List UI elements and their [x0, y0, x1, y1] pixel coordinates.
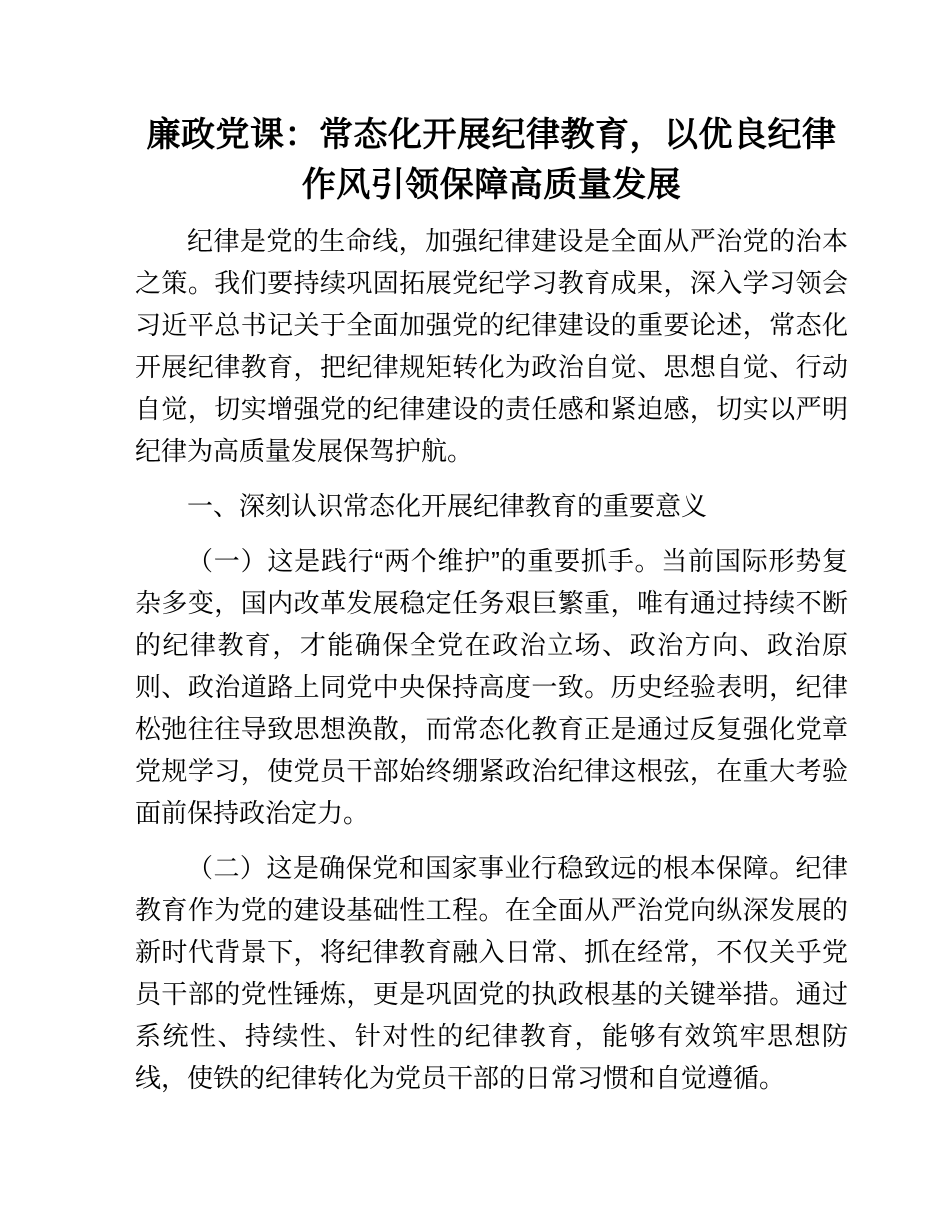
section-heading-1: 一、深刻认识常态化开展纪律教育的重要意义 [187, 491, 708, 521]
document-title: 廉政党课：常态化开展纪律教育，以优良纪律作风引领保障高质量发展 [146, 116, 837, 204]
intro-paragraph: 纪律是党的生命线，加强纪律建设是全面从严治党的治本之策。我们要持续巩固拓展党纪学习教育成果，深入学习领会习近平总书记关于全面加强党的纪律建设的重要论述，常态化开展纪律教育，把纪律规矩转化为政治自觉、思想自觉、行动自觉，切实增强党的纪律建设的责任感和紧迫感，切实以严明纪律为高质量发展保驾护航。 [135, 226, 848, 466]
section-paragraph-1: （一）这是践行“两个维护”的重要抓手。当前国际形势复杂多变，国内改革发展稳定任务艰巨繁重，唯有通过持续不断的纪律教育，才能确保全党在政治立场、政治方向、政治原则、政治道路上同党中央保持高度一致。历史经验表明，纪律松弛往往导致思想涣散，而常态化教育正是通过反复强化党章党规学习，使党员干部始终绷紧政治纪律这根弦，在重大考验面前保持政治定力。 [135, 546, 848, 828]
section-paragraph-2: （二）这是确保党和国家事业行稳致远的根本保障。纪律教育作为党的建设基础性工程。在全面从严治党向纵深发展的新时代背景下，将纪律教育融入日常、抓在经常，不仅关乎党员干部的党性锤炼，更是巩固党的执政根基的关键举措。通过系统性、持续性、针对性的纪律教育，能够有效筑牢思想防线，使铁的纪律转化为党员干部的日常习惯和自觉遵循。 [135, 853, 848, 1093]
